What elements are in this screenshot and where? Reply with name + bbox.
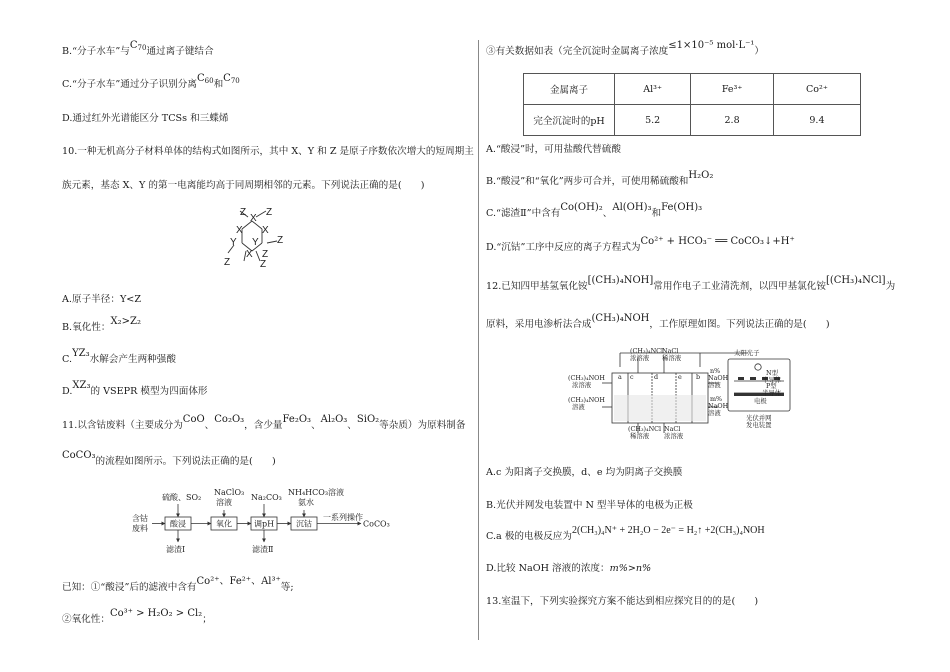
reagent-ammonia: 氨水	[298, 498, 314, 507]
q13-stem: 13.室温下，下列实验探究方案不能达到相应探究目的的是( )	[486, 596, 759, 607]
label-nacl-concentrated-b: 浓溶液	[664, 432, 684, 440]
label-pv-device-b: 发电装置	[746, 421, 772, 429]
reagent-naclo3: NaClO₃	[214, 488, 245, 497]
atom-x: X	[246, 249, 253, 260]
label-tma-cl-dilute: (CH₃)₄NCl	[628, 425, 662, 433]
reagent-naclo3-solution: 溶液	[216, 498, 232, 507]
q11-option-a[interactable]: A.“酸浸”时，可用盐酸代替硫酸	[486, 144, 621, 155]
q12-stem-line1: 12.已知四甲基氢氧化铵[(CH₃)₄NOH]常用作电子工业清洗剂，以四甲基氯化铵[(CH₃)₄NCl]为	[486, 275, 896, 292]
step-precipitate-cobalt: 沉钴	[296, 519, 312, 529]
label-tma-cl-concentrated-b: 浓溶液	[630, 354, 650, 362]
label-nacl-concentrated: NaCl	[664, 425, 681, 433]
label-naoh-n: NaOH	[708, 374, 729, 382]
electrodialysis-diagram	[568, 345, 796, 445]
q12-option-d[interactable]: D.比较 NaOH 溶液的浓度：m%>n%	[486, 563, 652, 574]
known-condition-2: ②氧化性：Co³⁺ > H₂O₂ > Cl₂；	[62, 608, 212, 625]
atom-x: X	[262, 225, 269, 236]
process-flow-diagram	[128, 488, 398, 558]
known-condition-1: 已知：①“酸浸”后的滤液中含有Co²⁺、Fe²⁺、Al³⁺等;	[62, 576, 294, 593]
q10-stem-line1: 10.一种无机高分子材料单体的结构式如图所示，其中 X、Y 和 Z 是原子序数依次增大的短周期主	[62, 146, 474, 157]
label-naoh-m-solution: 溶液	[708, 409, 721, 417]
atom-z: Z	[260, 259, 267, 269]
step-series-operations: 一系列操作	[323, 513, 363, 522]
table-ion-al: Al³⁺	[615, 74, 691, 105]
label-p-type: P型	[766, 382, 777, 390]
q12-stem-line2: 原料，采用电渗析法合成(CH₃)₄NOH，工作原理如图。下列说法正确的是( )	[486, 313, 830, 330]
atom-z: Z	[224, 257, 231, 268]
atom-x: X	[236, 225, 243, 236]
table-row	[524, 105, 861, 136]
q9-option-d[interactable]: D.通过红外光谱能区分 TCSs 和三蝶烯	[62, 113, 229, 124]
table-ph-fe: 2.8	[691, 105, 774, 136]
atom-y: Y	[252, 237, 259, 248]
q11-option-c[interactable]: C.“滤渣Ⅱ”中含有Co(OH)₂、Al(OH)₃和Fe(OH)₃	[486, 202, 703, 219]
q12-option-a[interactable]: A.c 为阳离子交换膜，d、e 均为阴离子交换膜	[486, 467, 683, 478]
atom-x: X	[250, 213, 257, 224]
label-tma-oh-solution-b: 溶液	[572, 403, 585, 411]
table-ph-co: 9.4	[773, 105, 860, 136]
table-row	[524, 74, 861, 105]
q11-stem-line2: CoCO₃的流程如图所示。下列说法正确的是( )	[62, 450, 276, 467]
label-pv-device: 光伏并网	[746, 414, 772, 422]
label-nacl-dilute-b: 稀溶液	[662, 354, 682, 362]
q10-option-b[interactable]: B.氧化性：X₂>Z₂	[62, 316, 141, 333]
q11-option-b[interactable]: B.“酸浸”和“氧化”两步可合并，可使用稀硫酸和H₂O₂	[486, 170, 714, 187]
q12-option-c[interactable]: C.a 极的电极反应为2(CH₃)₄N⁺ + 2H₂O − 2e⁻ = H₂↑ +2(CH₃)₄NOH	[486, 525, 765, 542]
product-coco3: CoCO₃	[363, 519, 390, 529]
electrode-b: b	[696, 373, 701, 381]
label-tma-oh-concentrated-b: 浓溶液	[572, 381, 592, 389]
residue-1: 滤渣Ⅰ	[166, 545, 186, 554]
label-naoh-n-solution: 溶液	[708, 381, 721, 389]
q11-option-d[interactable]: D.“沉钴”工序中反应的离子方程式为Co²⁺ + HCO₃⁻ ══ CoCO₃↓+H⁺	[486, 236, 795, 253]
step-oxidation: 氧化	[216, 519, 232, 529]
input-waste-line2: 废料	[132, 524, 148, 533]
column-divider	[478, 40, 479, 640]
label-tma-oh-solution: (CH₃)₄NOH	[568, 396, 605, 404]
q12-option-b[interactable]: B.光伏并网发电装置中 N 型半导体的电极为正极	[486, 500, 693, 511]
membrane-d: d	[654, 373, 659, 381]
residue-2: 滤渣Ⅱ	[252, 545, 274, 554]
reagent-nh4hco3: NH₄HCO₃溶液	[288, 488, 345, 497]
known-condition-3: ③有关数据如表（完全沉淀时金属离子浓度≤1×10⁻⁵ mol·L⁻¹）	[486, 40, 764, 57]
label-naoh-m: NaOH	[708, 402, 729, 410]
electrode-a: a	[618, 373, 622, 381]
q10-option-d[interactable]: D.XZ₃的 VSEPR 模型为四面体形	[62, 380, 208, 397]
q10-option-a[interactable]: A.原子半径：Y<Z	[62, 294, 141, 305]
atom-z: Z	[262, 249, 269, 260]
q10-stem-line2: 族元素，基态 X、Y 的第一电离能均高于同周期相邻的元素。下列说法正确的是( )	[62, 180, 425, 191]
label-naoh-n-percent: n%	[710, 367, 721, 375]
table-ion-fe: Fe³⁺	[691, 74, 774, 105]
membrane-e: e	[678, 373, 682, 381]
reagent-acid-so2: 硫酸、SO₂	[162, 493, 202, 502]
q9-option-b[interactable]: B.“分子水车”与$C_{70}$通过离子键结合	[62, 40, 214, 57]
q10-option-c[interactable]: C.YZ₃水解会产生两种强酸	[62, 348, 176, 365]
label-sun-photon: 太阳光子	[734, 349, 760, 357]
monomer-structure-diagram	[222, 207, 294, 269]
atom-z: Z	[240, 207, 247, 218]
step-adjust-ph: 调pH	[254, 519, 275, 529]
step-acid-leach: 酸浸	[170, 519, 186, 529]
label-tma-oh-concentrated: (CH₃)₄NOH	[568, 374, 605, 382]
label-n-type-b: 半导体	[762, 376, 782, 384]
precipitation-ph-table	[523, 73, 861, 136]
atom-y: Y	[230, 237, 237, 248]
table-ph-al: 5.2	[615, 105, 691, 136]
label-n-type: N型	[766, 369, 778, 377]
label-electrode: 电极	[754, 397, 767, 405]
label-naoh-m-percent: m%	[710, 395, 723, 403]
label-nacl-dilute: NaCl	[662, 347, 679, 355]
q11-stem-line1: 11.以含钴废料（主要成分为CoO、Co₂O₃，含少量Fe₂O₃、Al₂O₃、SiO₂等杂质）为原料制备	[62, 414, 466, 431]
atom-z: Z	[266, 207, 273, 218]
q9-option-c[interactable]: C.“分子水车”通过分子识别分离$C_{60}$和$C_{70}$	[62, 73, 240, 90]
table-row-label: 完全沉淀时的pH	[524, 105, 615, 136]
label-tma-cl-dilute-b: 稀溶液	[630, 432, 650, 440]
table-ion-co: Co²⁺	[773, 74, 860, 105]
label-p-type-b: 半导体	[762, 389, 782, 397]
table-header-label: 金属离子	[524, 74, 615, 105]
membrane-c: c	[630, 373, 634, 381]
label-tma-cl-concentrated: (CH₃)₄NCl	[630, 347, 664, 355]
input-waste-line1: 含钴	[132, 514, 148, 523]
atom-z: Z	[277, 235, 284, 246]
reagent-na2co3: Na₂CO₃	[251, 493, 282, 502]
